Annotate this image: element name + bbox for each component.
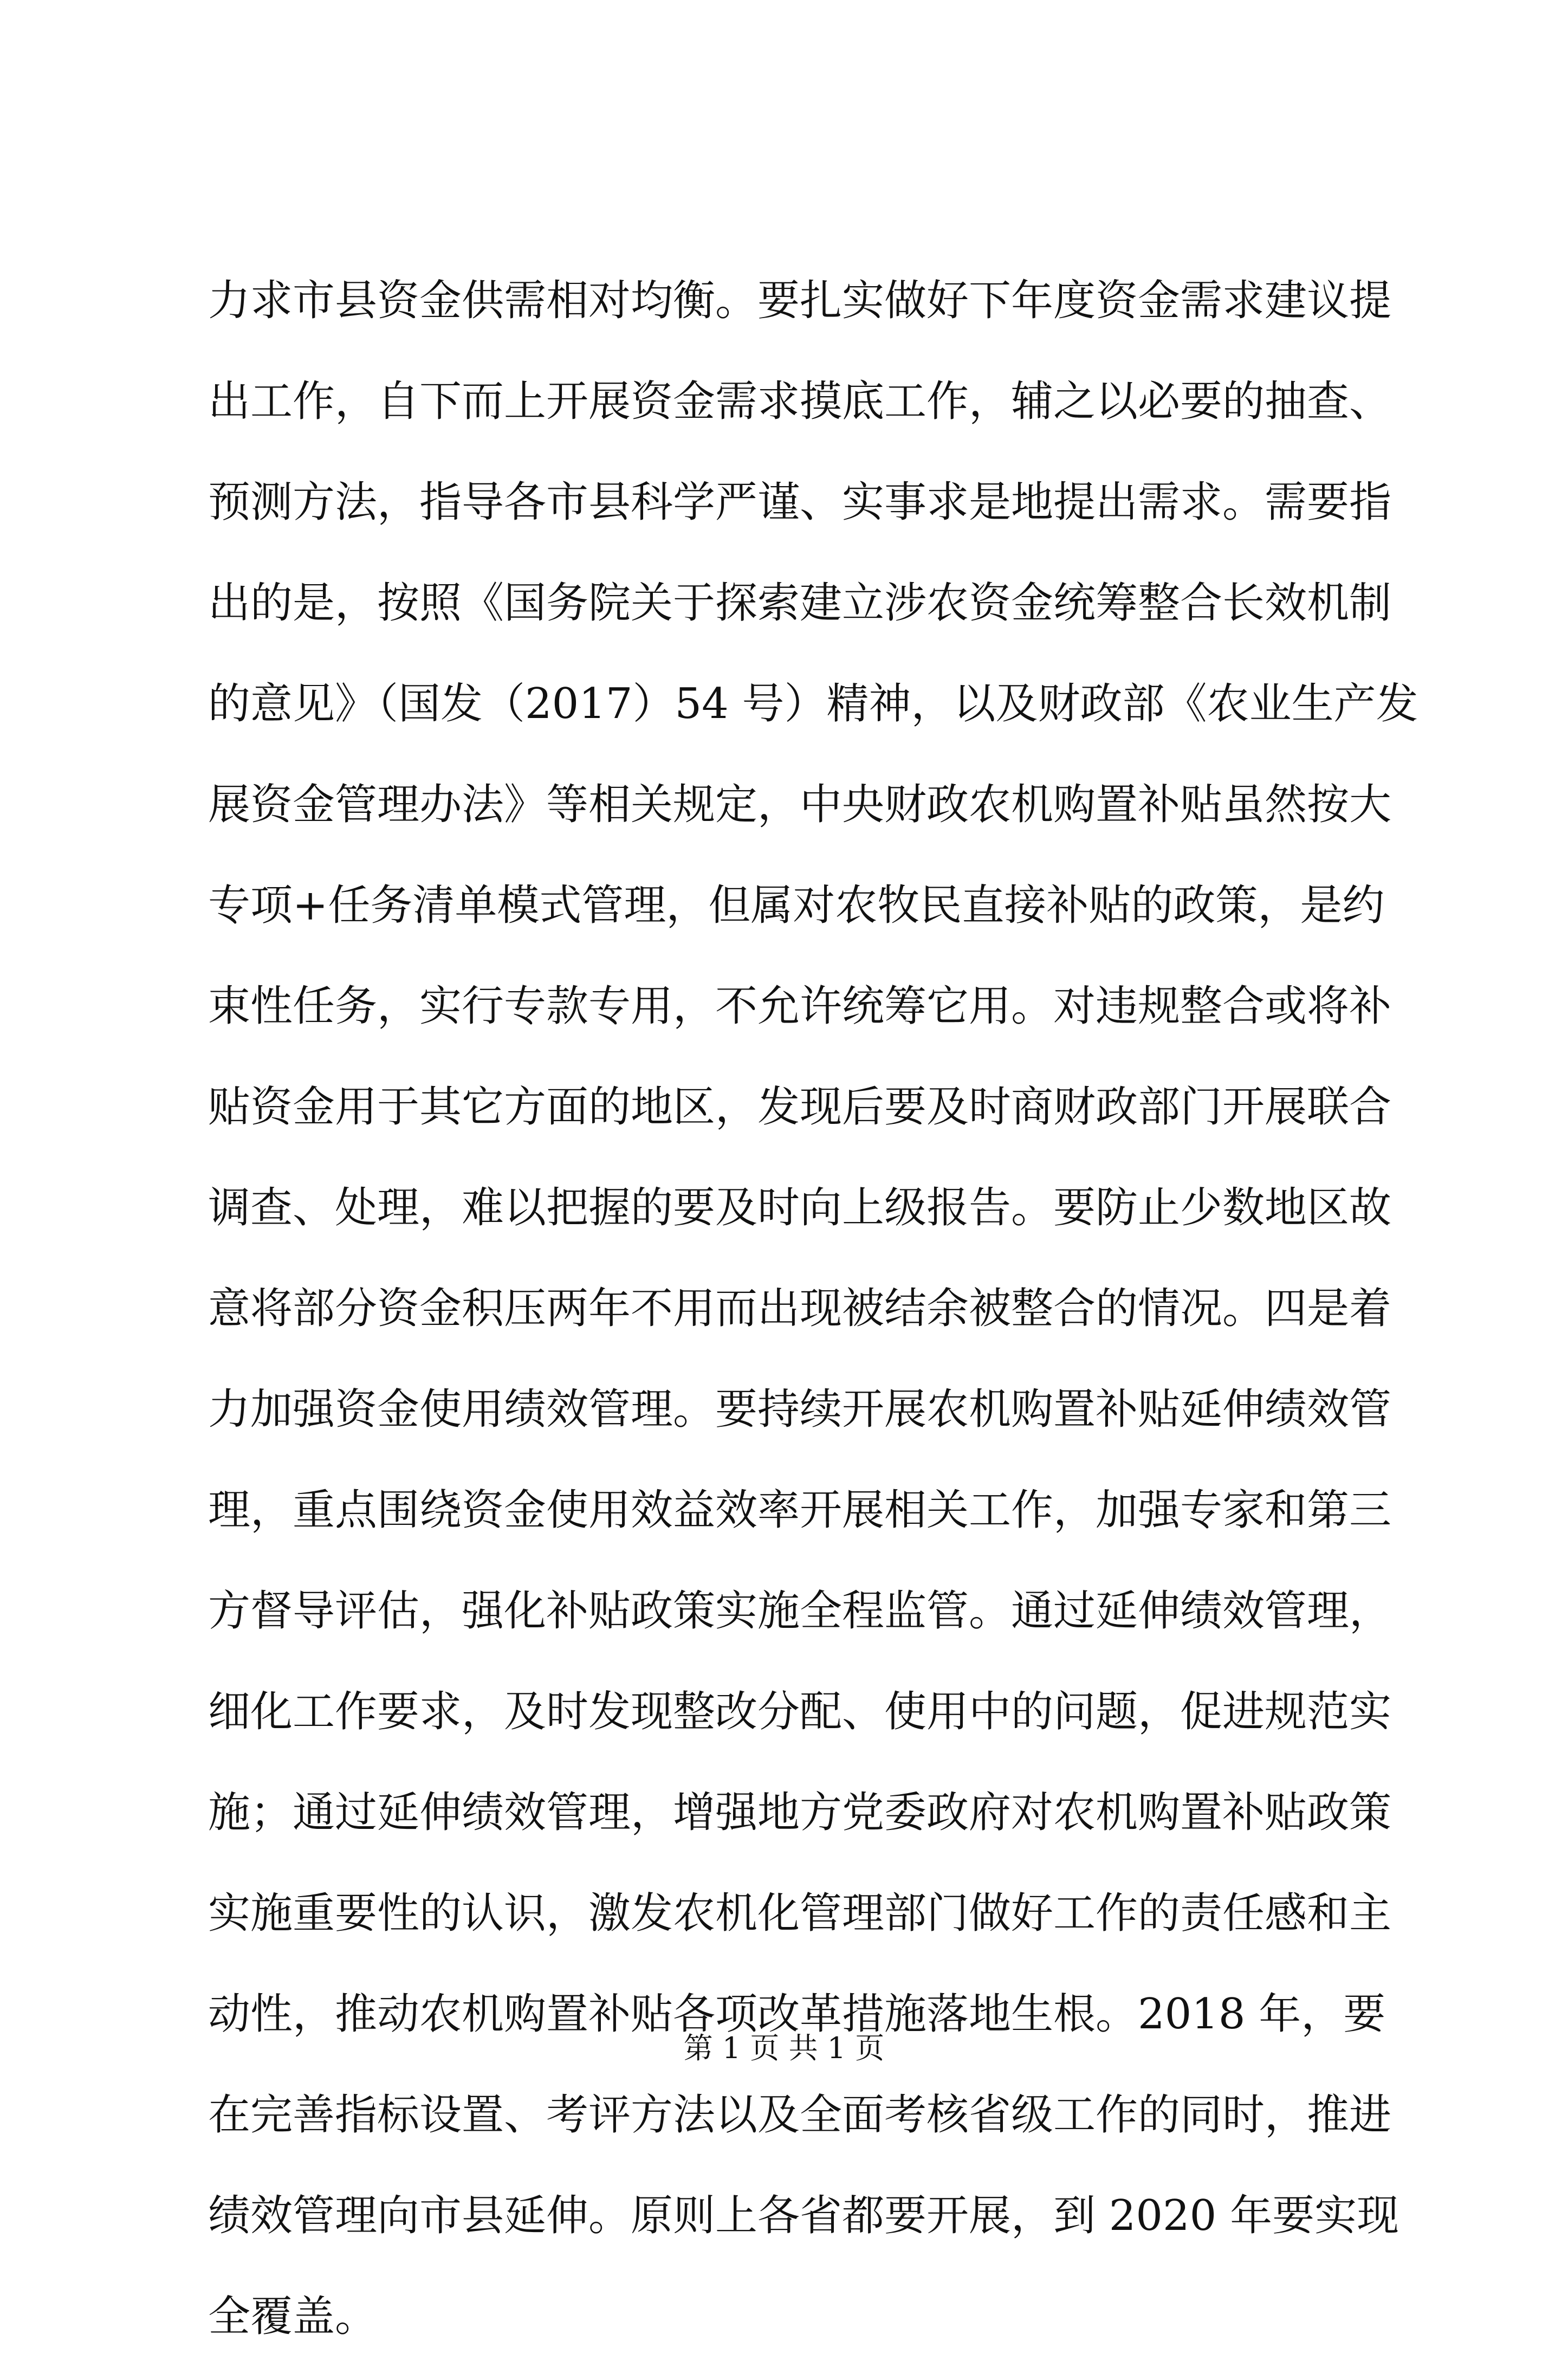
text-line: 力求市县资金供需相对均衡。要扎实做好下年度资金需求建议提 xyxy=(208,276,1392,325)
text-line: 实施重要性的认识，激发农机化管理部门做好工作的责任感和主 xyxy=(208,1889,1392,1938)
text-line: 出工作，自下而上开展资金需求摸底工作，辅之以必要的抽查、 xyxy=(208,377,1392,426)
text-line: 全覆盖。 xyxy=(208,2292,378,2341)
text-line: 意将部分资金积压两年不用而出现被结余被整合的情况。四是着 xyxy=(208,1284,1392,1333)
page-number-footer: 第 1 页 共 1 页 xyxy=(683,2031,885,2065)
text-line: 调查、处理，难以把握的要及时向上级报告。要防止少数地区故 xyxy=(208,1184,1392,1232)
text-line: 力加强资金使用绩效管理。要持续开展农机购置补贴延伸绩效管 xyxy=(208,1385,1392,1434)
text-line: 展资金管理办法》等相关规定，中央财政农机购置补贴虽然按大 xyxy=(208,780,1392,829)
text-line: 的意见》（国发（2017）54 号）精神，以及财政部《农业生产发 xyxy=(208,680,1418,728)
text-line: 动性，推动农机购置补贴各项改革措施落地生根。2018 年，要 xyxy=(208,1990,1386,2039)
text-line: 理，重点围绕资金使用效益效率开展相关工作，加强专家和第三 xyxy=(208,1486,1392,1535)
text-line: 施；通过延伸绩效管理，增强地方党委政府对农机购置补贴政策 xyxy=(208,1788,1392,1837)
text-line: 专项+任务清单模式管理，但属对农牧民直接补贴的政策，是约 xyxy=(208,881,1385,930)
text-line: 在完善指标设置、考评方法以及全面考核省级工作的同时，推进 xyxy=(208,2091,1392,2139)
text-line: 出的是，按照《国务院关于探索建立涉农资金统筹整合长效机制 xyxy=(208,579,1392,628)
text-line: 束性任务，实行专款专用，不允许统筹它用。对违规整合或将补 xyxy=(208,982,1392,1031)
text-line: 贴资金用于其它方面的地区，发现后要及时商财政部门开展联合 xyxy=(208,1083,1392,1131)
text-line: 绩效管理向市县延伸。原则上各省都要开展，到 2020 年要实现 xyxy=(208,2191,1399,2240)
text-line: 细化工作要求，及时发现整改分配、使用中的问题，促进规范实 xyxy=(208,1687,1392,1736)
text-line: 预测方法，指导各市县科学严谨、实事求是地提出需求。需要指 xyxy=(208,478,1392,527)
text-line: 方督导评估，强化补贴政策实施全程监管。通过延伸绩效管理， xyxy=(208,1587,1392,1635)
